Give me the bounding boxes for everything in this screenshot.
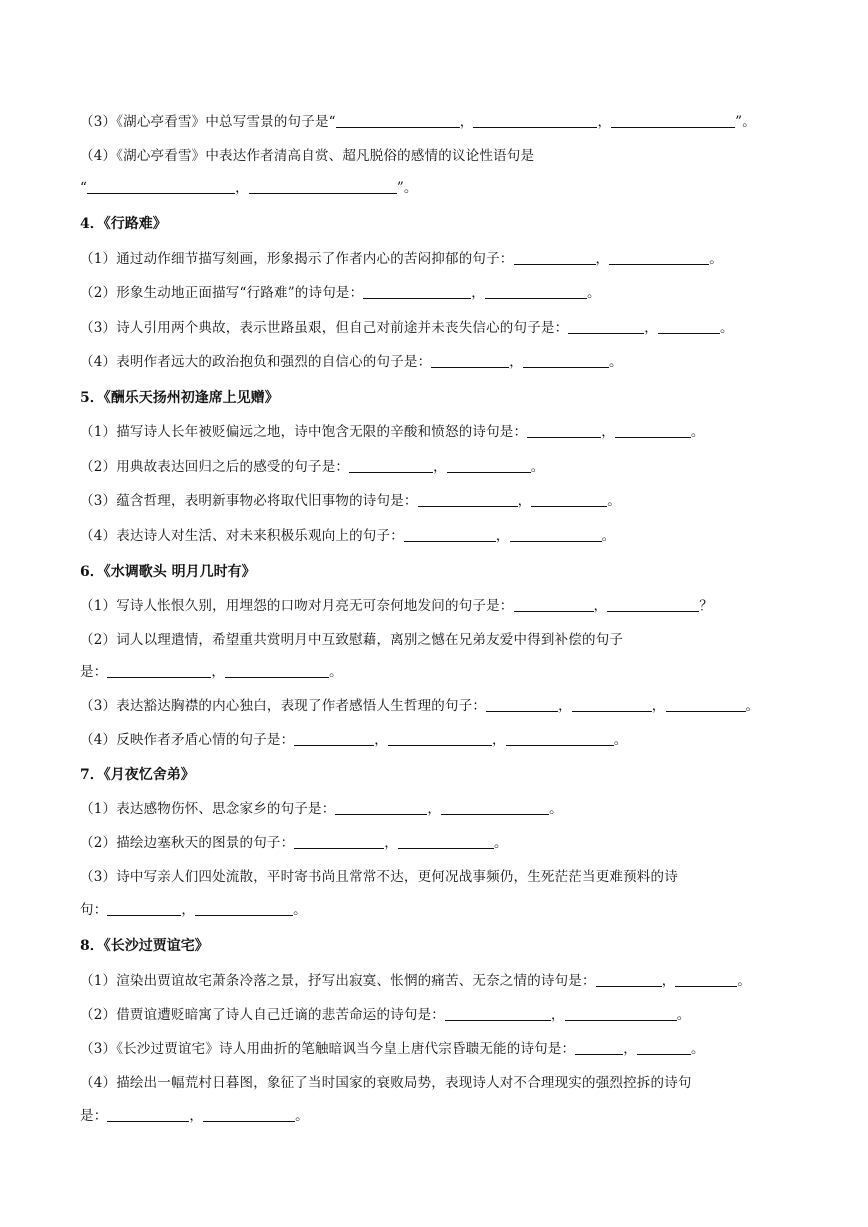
question-continuation (80, 178, 418, 198)
answer-blank[interactable] (398, 834, 494, 849)
question-line (80, 491, 621, 511)
question-text: 是： (80, 1108, 108, 1124)
line-end-punctuation: 。 (745, 698, 760, 714)
answer-blank[interactable] (388, 731, 492, 746)
separator: ， (235, 180, 249, 196)
line-end-punctuation: 。 (609, 354, 623, 370)
line-end-punctuation: 。 (293, 902, 307, 918)
question-continuation (80, 1106, 309, 1126)
separator: ， (495, 528, 510, 544)
separator: ， (651, 698, 666, 714)
question-text: （1）写诗人怅恨久别，用埋怨的口吻对月亮无可奈何地发问的句子是： (80, 598, 514, 614)
answer-blank[interactable] (486, 697, 558, 712)
answer-blank[interactable] (514, 597, 594, 612)
answer-blank[interactable] (527, 423, 601, 438)
answer-blank[interactable] (363, 284, 471, 299)
line-end-punctuation: 。 (295, 1108, 309, 1124)
section-heading (80, 388, 279, 408)
separator: ， (427, 801, 442, 817)
question-line (80, 249, 723, 269)
answer-blank[interactable] (510, 527, 602, 542)
question-line (80, 1039, 705, 1059)
line-end-punctuation: ？ (699, 598, 713, 614)
answer-blank[interactable] (431, 353, 509, 368)
question-text: （3）《长沙过贾谊宅》诗人用曲折的笔触暗讽当今皇上唐代宗昏聩无能的诗句是： (80, 1041, 576, 1057)
question-text: （4）表达诗人对生活、对未来积极乐观向上的句子： (80, 528, 404, 544)
line-end-punctuation: 。 (549, 801, 563, 817)
answer-blank[interactable] (249, 179, 397, 194)
line-end-punctuation: 。 (329, 664, 343, 680)
question-text: （4）描绘出一幅荒村日暮图，象征了当时国家的衰败局势，表现诗人对不合理现实的强烈控拆的诗句 (80, 1075, 692, 1091)
separator: ， (459, 114, 474, 130)
answer-blank[interactable] (637, 1040, 691, 1055)
answer-blank[interactable] (666, 697, 746, 712)
question-line (80, 630, 623, 650)
answer-blank[interactable] (107, 901, 181, 916)
line-end-punctuation: 。 (607, 493, 621, 509)
separator: ， (597, 114, 612, 130)
separator: ， (644, 320, 658, 336)
separator: ， (517, 493, 532, 509)
line-end-punctuation: 。 (530, 459, 545, 475)
separator: ， (492, 732, 506, 748)
line-end-punctuation: 。 (676, 1007, 691, 1023)
answer-blank[interactable] (418, 492, 518, 507)
line-end-punctuation: 。 (494, 835, 508, 851)
answer-blank[interactable] (485, 284, 587, 299)
answer-blank[interactable] (107, 1107, 189, 1122)
separator: ， (384, 835, 398, 851)
question-line (80, 799, 563, 819)
question-continuation (80, 662, 343, 682)
answer-blank[interactable] (473, 113, 597, 128)
question-line (80, 833, 508, 853)
question-continuation (80, 900, 307, 920)
line-end-punctuation: 。 (613, 732, 628, 748)
question-line (80, 146, 534, 166)
question-text: （3）蕴含哲理，表明新事物必将取代旧事物的诗句是： (80, 493, 418, 509)
question-text: （1）表达感物伤怀、思念家乡的句子是： (80, 801, 336, 817)
separator: ， (595, 251, 610, 267)
question-text: （1）渲染出贾谊故宅萧条冷落之景，抒写出寂寞、怅惘的痛苦、无奈之情的诗句是： (80, 973, 596, 989)
question-text: （2）描绘边塞秋天的图景的句子： (80, 835, 295, 851)
question-line (80, 971, 751, 991)
question-line (80, 112, 756, 132)
answer-blank[interactable] (107, 663, 211, 678)
line-end-punctuation: 。 (737, 973, 752, 989)
line-end-punctuation: 。 (709, 251, 723, 267)
question-line (80, 352, 623, 372)
answer-blank[interactable] (565, 1006, 677, 1021)
section-heading-text: 5．《酬乐天扬州初逢席上见赠》 (80, 390, 279, 406)
section-heading-text: 8．《长沙过贾谊宅》 (80, 938, 209, 954)
question-line (80, 696, 759, 716)
section-heading-text: 7．《月夜忆舍弟》 (80, 767, 195, 783)
line-end-punctuation: 。 (587, 285, 601, 301)
section-heading-text: 6．《水调歌头 明月几时有》 (80, 564, 256, 580)
separator: ， (211, 664, 226, 680)
answer-blank[interactable] (404, 527, 496, 542)
answer-blank[interactable] (294, 834, 384, 849)
question-line (80, 867, 678, 887)
answer-blank[interactable] (445, 1006, 551, 1021)
separator: ， (433, 459, 447, 475)
section-heading (80, 562, 256, 582)
question-line (80, 1073, 692, 1093)
question-text: “ (80, 180, 88, 196)
question-text: （2）用典故表达回归之后的感受的句子是： (80, 459, 350, 475)
answer-blank[interactable] (447, 458, 531, 473)
separator: ， (661, 973, 676, 989)
question-text: （1）通过动作细节描写刻画，形象揭示了作者内心的苦闷抑郁的句子： (80, 251, 514, 267)
line-end-punctuation: ”。 (396, 180, 418, 196)
separator: ， (374, 732, 388, 748)
answer-blank[interactable] (675, 972, 737, 987)
answer-blank[interactable] (225, 663, 329, 678)
answer-blank[interactable] (596, 972, 662, 987)
question-text: 句： (80, 902, 108, 918)
line-end-punctuation: 。 (720, 320, 734, 336)
answer-blank[interactable] (658, 319, 720, 334)
separator: ， (623, 1041, 637, 1057)
question-text: （1）描写诗人长年被贬偏远之地，诗中饱含无限的辛酸和愤怒的诗句是： (80, 424, 528, 440)
separator: ， (558, 698, 572, 714)
answer-blank[interactable] (609, 250, 709, 265)
question-text: （4）表明作者远大的政治抱负和强烈的自信心的句子是： (80, 354, 432, 370)
separator: ， (181, 902, 196, 918)
answer-blank[interactable] (294, 731, 374, 746)
question-line (80, 283, 601, 303)
question-line (80, 526, 615, 546)
answer-blank[interactable] (514, 250, 596, 265)
answer-blank[interactable] (441, 800, 549, 815)
answer-blank[interactable] (506, 731, 614, 746)
question-text: （2）词人以理遣情，希望重共赏明月中互致慰藉，离别之憾在兄弟友爱中得到补偿的句子 (80, 632, 624, 648)
separator: ， (551, 1007, 565, 1023)
question-text: （4）反映作者矛盾心情的句子是： (80, 732, 295, 748)
answer-blank[interactable] (87, 179, 235, 194)
question-text: （3）诗中写亲人们四处流散，平时寄书尚且常常不达，更何况战事频仍，生死茫茫当更难预料的诗 (80, 869, 678, 885)
section-heading (80, 765, 195, 785)
question-text: （2）形象生动地正面描写“行路难”的诗句是： (80, 285, 364, 301)
question-text: （2）借贾谊遭贬暗寓了诗人自己迁谪的悲苦命运的诗句是： (80, 1007, 445, 1023)
question-line (80, 457, 545, 477)
separator: ， (471, 285, 485, 301)
separator: ， (189, 1108, 204, 1124)
question-line (80, 318, 734, 338)
answer-blank[interactable] (335, 800, 427, 815)
question-text: 是： (80, 664, 108, 680)
section-heading (80, 214, 167, 234)
question-line (80, 422, 705, 442)
question-text: （3）诗人引用两个典故，表示世路虽艰，但自己对前途并未丧失信心的句子是： (80, 320, 569, 336)
line-end-punctuation: ”。 (735, 114, 756, 130)
separator: ， (509, 354, 523, 370)
answer-blank[interactable] (336, 113, 460, 128)
line-end-punctuation: 。 (690, 1041, 705, 1057)
answer-blank[interactable] (615, 423, 691, 438)
separator: ， (593, 598, 608, 614)
question-text: （4）《湖心亭看雪》中表达作者清高自赏、超凡脱俗的感情的议论性语句是 (80, 148, 535, 164)
question-line (80, 730, 627, 750)
section-heading-text: 4．《行路难》 (80, 216, 167, 232)
line-end-punctuation: 。 (690, 424, 705, 440)
answer-blank[interactable] (531, 492, 607, 507)
section-heading (80, 936, 209, 956)
answer-blank[interactable] (611, 113, 735, 128)
answer-blank[interactable] (203, 1107, 295, 1122)
answer-blank[interactable] (568, 319, 644, 334)
answer-blank[interactable] (523, 353, 609, 368)
answer-blank[interactable] (572, 697, 652, 712)
question-line (80, 1005, 690, 1025)
line-end-punctuation: 。 (601, 528, 616, 544)
answer-blank[interactable] (349, 458, 433, 473)
question-text: （3）表达豁达胸襟的内心独白，表现了作者感悟人生哲理的句子： (80, 698, 487, 714)
answer-blank[interactable] (195, 901, 293, 916)
question-text: （3）《湖心亭看雪》中总写雪景的句子是“ (80, 114, 336, 130)
answer-blank[interactable] (607, 597, 699, 612)
question-line (80, 596, 713, 616)
answer-blank[interactable] (575, 1040, 623, 1055)
separator: ， (601, 424, 615, 440)
